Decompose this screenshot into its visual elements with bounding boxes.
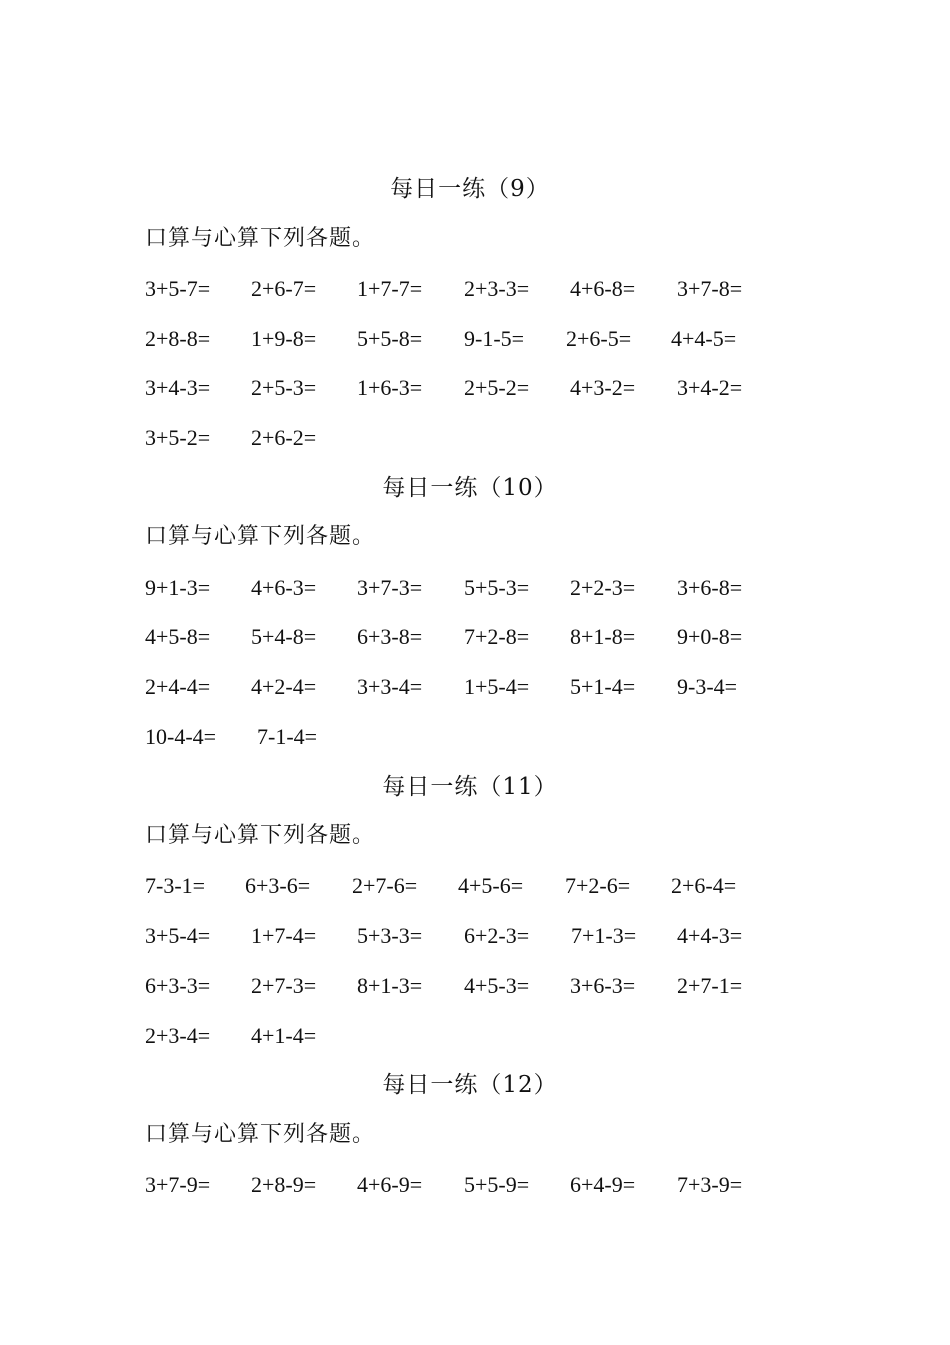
math-problem: 2+3-4= xyxy=(145,1023,211,1048)
math-problem: 4+5-8= xyxy=(145,624,211,649)
math-problem: 7+2-8= xyxy=(464,624,530,649)
math-problem: 2+6-7= xyxy=(251,276,317,301)
math-problem: 2+7-3= xyxy=(251,973,317,998)
math-problem: 2+7-1= xyxy=(677,973,743,998)
math-problem: 2+2-3= xyxy=(570,575,636,600)
math-problem: 7-1-4= xyxy=(257,724,318,749)
math-problem: 2+6-5= xyxy=(566,326,632,351)
math-problem: 7+1-3= xyxy=(571,923,637,948)
math-problem: 1+7-4= xyxy=(251,923,317,948)
math-problem: 3+4-2= xyxy=(677,375,743,400)
section-title-12: 每日一练（12） xyxy=(382,1072,558,1098)
math-problem: 1+5-4= xyxy=(464,674,530,699)
math-problem: 7+3-9= xyxy=(677,1172,743,1197)
math-problem: 2+6-2= xyxy=(251,425,317,450)
section-instruction-9: 口算与心算下列各题。 xyxy=(145,226,376,251)
section-instruction-11: 口算与心算下列各题。 xyxy=(145,823,376,848)
math-problem: 7-3-1= xyxy=(145,873,206,898)
math-problem: 4+1-4= xyxy=(251,1023,317,1048)
math-problem: 6+3-3= xyxy=(145,973,211,998)
math-problem: 2+6-4= xyxy=(671,873,737,898)
math-problem: 4+6-9= xyxy=(357,1172,423,1197)
math-problem: 3+5-7= xyxy=(145,276,211,301)
math-problem: 4+3-2= xyxy=(570,375,636,400)
math-problem: 2+8-9= xyxy=(251,1172,317,1197)
math-problem: 3+5-4= xyxy=(145,923,211,948)
math-problem: 9-1-5= xyxy=(464,326,525,351)
math-problem: 1+7-7= xyxy=(357,276,423,301)
section-instruction-10: 口算与心算下列各题。 xyxy=(145,524,376,549)
section-title-11: 每日一练（11） xyxy=(382,774,558,800)
math-problem: 4+5-3= xyxy=(464,973,530,998)
math-problem: 5+5-9= xyxy=(464,1172,530,1197)
math-problem: 2+5-3= xyxy=(251,375,317,400)
math-problem: 3+3-4= xyxy=(357,674,423,699)
math-problem: 4+6-3= xyxy=(251,575,317,600)
math-problem: 6+4-9= xyxy=(570,1172,636,1197)
math-problem: 3+6-3= xyxy=(570,973,636,998)
math-problem: 2+5-2= xyxy=(464,375,530,400)
math-problem: 4+4-5= xyxy=(671,326,737,351)
math-problem: 4+4-3= xyxy=(677,923,743,948)
math-problem: 5+5-8= xyxy=(357,326,423,351)
math-problem: 3+5-2= xyxy=(145,425,211,450)
math-problem: 1+9-8= xyxy=(251,326,317,351)
math-problem: 4+5-6= xyxy=(458,873,524,898)
math-problem: 2+3-3= xyxy=(464,276,530,301)
math-problem: 3+6-8= xyxy=(677,575,743,600)
math-problem: 9+1-3= xyxy=(145,575,211,600)
math-problem: 5+3-3= xyxy=(357,923,423,948)
math-problem: 9-3-4= xyxy=(677,674,738,699)
math-problem: 4+2-4= xyxy=(251,674,317,699)
math-problem: 4+6-8= xyxy=(570,276,636,301)
math-problem: 3+7-8= xyxy=(677,276,743,301)
math-problem: 10-4-4= xyxy=(145,724,217,749)
math-problem: 3+7-9= xyxy=(145,1172,211,1197)
math-problem: 8+1-3= xyxy=(357,973,423,998)
section-instruction-12: 口算与心算下列各题。 xyxy=(145,1122,376,1147)
math-problem: 5+1-4= xyxy=(570,674,636,699)
math-problem: 2+8-8= xyxy=(145,326,211,351)
math-problem: 9+0-8= xyxy=(677,624,743,649)
math-problem: 7+2-6= xyxy=(565,873,631,898)
math-problem: 5+4-8= xyxy=(251,624,317,649)
math-problem: 2+7-6= xyxy=(352,873,418,898)
math-problem: 5+5-3= xyxy=(464,575,530,600)
section-title-9: 每日一练（9） xyxy=(390,176,550,202)
section-title-10: 每日一练（10） xyxy=(382,475,558,501)
math-problem: 6+3-6= xyxy=(245,873,311,898)
math-problem: 8+1-8= xyxy=(570,624,636,649)
math-problem: 2+4-4= xyxy=(145,674,211,699)
math-problem: 6+3-8= xyxy=(357,624,423,649)
math-problem: 3+4-3= xyxy=(145,375,211,400)
math-problem: 1+6-3= xyxy=(357,375,423,400)
math-problem: 6+2-3= xyxy=(464,923,530,948)
math-problem: 3+7-3= xyxy=(357,575,423,600)
